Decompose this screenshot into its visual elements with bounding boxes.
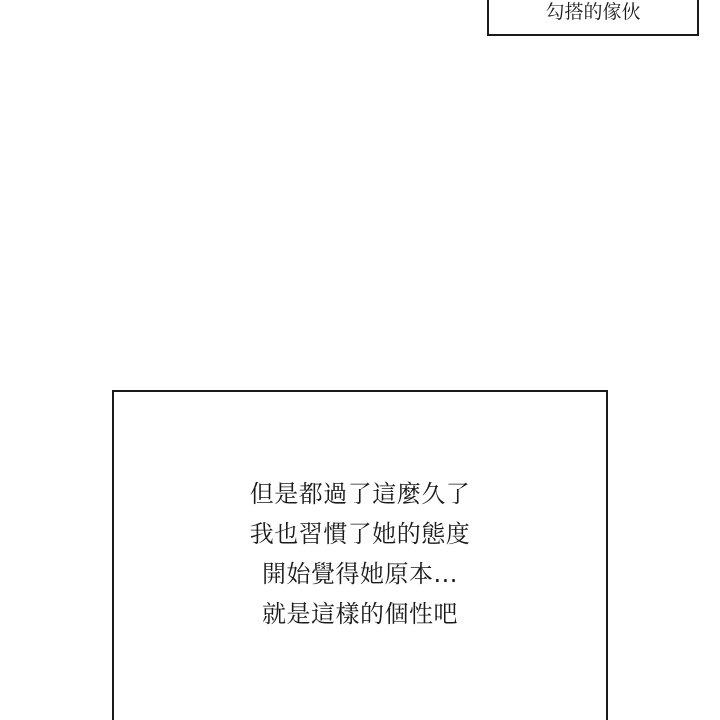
caption-panel-bottom-text	[114, 474, 606, 634]
caption-line-1: 但是都過了這麼久了	[249, 480, 471, 508]
caption-line-4: 就是這樣的個性吧	[262, 600, 458, 628]
caption-top-right-text: 勾搭的傢伙	[545, 1, 641, 24]
caption-line-2: 我也習慣了她的態度	[249, 520, 471, 548]
caption-box-top-right	[487, 0, 699, 36]
speech-bubble-spiky	[140, 0, 430, 30]
caption-line-3: 開始覺得她原本...	[262, 560, 458, 588]
caption-panel-bottom	[112, 390, 608, 720]
